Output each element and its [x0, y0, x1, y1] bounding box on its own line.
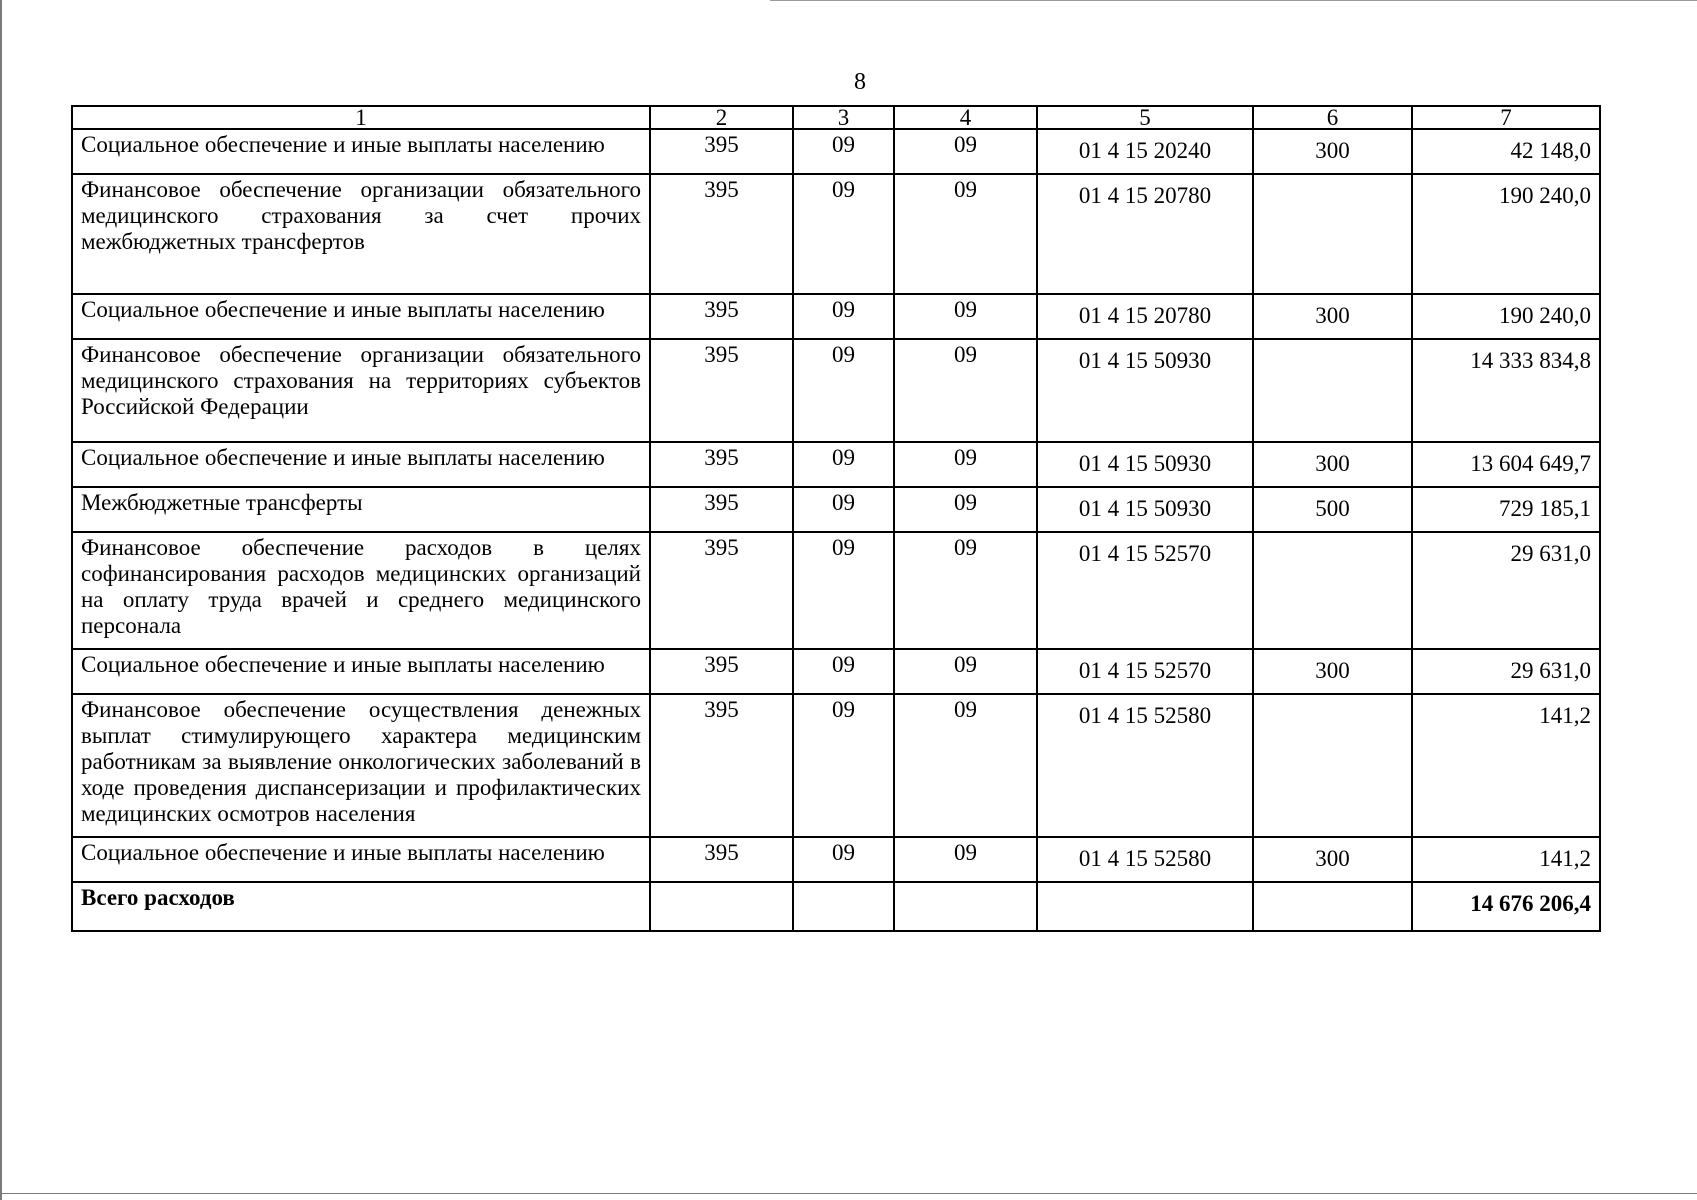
amount: 141,2 — [1412, 694, 1600, 837]
page-number: 8 — [854, 69, 866, 95]
table-row — [72, 837, 1600, 882]
expense-name: Социальное обеспечение и иные выплаты населению — [72, 649, 650, 694]
empty-cell — [650, 882, 793, 931]
table-row — [72, 487, 1600, 532]
expense-type-code: 300 — [1253, 837, 1412, 882]
empty-cell — [894, 882, 1037, 931]
column-header-1: 1 — [72, 106, 650, 129]
subsection-code: 09 — [894, 129, 1037, 174]
section-code: 09 — [793, 129, 894, 174]
section-code: 09 — [793, 339, 894, 442]
expense-name: Финансовое обеспечение осуществления денежных выплат стимулирующего характера медицинским работникам за выявление онкологических заболеваний в ходе проведения диспансеризации и профилактических медицинских осмотров населения — [72, 694, 650, 837]
scan-edge-top — [770, 0, 1697, 1]
section-code: 09 — [793, 694, 894, 837]
subsection-code: 09 — [894, 487, 1037, 532]
expense-type-code — [1253, 532, 1412, 649]
amount: 190 240,0 — [1412, 174, 1600, 294]
expense-type-code — [1253, 174, 1412, 294]
expense-type-code: 300 — [1253, 129, 1412, 174]
expense-name: Финансовое обеспечение организации обязательного медицинского страхования на территориях субъектов Российской Федерации — [72, 339, 650, 442]
section-code: 09 — [793, 294, 894, 339]
subsection-code: 09 — [894, 294, 1037, 339]
ministry-code: 395 — [650, 649, 793, 694]
target-item-code: 01 4 15 50930 — [1037, 442, 1253, 487]
column-number-row — [72, 106, 1600, 129]
target-item-code: 01 4 15 52580 — [1037, 837, 1253, 882]
section-code: 09 — [793, 442, 894, 487]
budget-expenditure-table — [71, 105, 1601, 932]
total-amount: 14 676 206,4 — [1412, 882, 1600, 931]
expense-name: Социальное обеспечение и иные выплаты населению — [72, 294, 650, 339]
expense-name: Социальное обеспечение и иные выплаты населению — [72, 837, 650, 882]
target-item-code: 01 4 15 20780 — [1037, 294, 1253, 339]
expense-type-code — [1253, 694, 1412, 837]
section-code: 09 — [793, 649, 894, 694]
total-row — [72, 882, 1600, 931]
empty-cell — [1253, 882, 1412, 931]
ministry-code: 395 — [650, 837, 793, 882]
column-header-6: 6 — [1253, 106, 1412, 129]
subsection-code: 09 — [894, 649, 1037, 694]
expense-type-code — [1253, 339, 1412, 442]
ministry-code: 395 — [650, 442, 793, 487]
table-row — [72, 532, 1600, 649]
table-row — [72, 442, 1600, 487]
ministry-code: 395 — [650, 487, 793, 532]
amount: 29 631,0 — [1412, 532, 1600, 649]
subsection-code: 09 — [894, 174, 1037, 294]
subsection-code: 09 — [894, 442, 1037, 487]
section-code: 09 — [793, 532, 894, 649]
ministry-code: 395 — [650, 129, 793, 174]
subsection-code: 09 — [894, 694, 1037, 837]
amount: 42 148,0 — [1412, 129, 1600, 174]
empty-cell — [793, 882, 894, 931]
column-header-3: 3 — [793, 106, 894, 129]
target-item-code: 01 4 15 52570 — [1037, 532, 1253, 649]
ministry-code: 395 — [650, 694, 793, 837]
column-header-7: 7 — [1412, 106, 1600, 129]
amount: 190 240,0 — [1412, 294, 1600, 339]
section-code: 09 — [793, 174, 894, 294]
amount: 14 333 834,8 — [1412, 339, 1600, 442]
target-item-code: 01 4 15 20780 — [1037, 174, 1253, 294]
table-row — [72, 339, 1600, 442]
expense-name: Социальное обеспечение и иные выплаты населению — [72, 442, 650, 487]
amount: 29 631,0 — [1412, 649, 1600, 694]
total-label: Всего расходов — [72, 882, 650, 931]
expense-type-code: 500 — [1253, 487, 1412, 532]
column-header-4: 4 — [894, 106, 1037, 129]
subsection-code: 09 — [894, 837, 1037, 882]
scan-edge-bottom — [0, 1193, 1697, 1194]
target-item-code: 01 4 15 52580 — [1037, 694, 1253, 837]
scan-edge-left — [0, 0, 2, 1200]
expense-type-code: 300 — [1253, 649, 1412, 694]
expense-name: Социальное обеспечение и иные выплаты населению — [72, 129, 650, 174]
ministry-code: 395 — [650, 174, 793, 294]
amount: 13 604 649,7 — [1412, 442, 1600, 487]
section-code: 09 — [793, 837, 894, 882]
table-row — [72, 649, 1600, 694]
expense-name: Финансовое обеспечение организации обязательного медицинского страхования за счет прочих межбюджетных трансфертов — [72, 174, 650, 294]
empty-cell — [1037, 882, 1253, 931]
amount: 141,2 — [1412, 837, 1600, 882]
table-row — [72, 174, 1600, 294]
column-header-5: 5 — [1037, 106, 1253, 129]
subsection-code: 09 — [894, 339, 1037, 442]
target-item-code: 01 4 15 50930 — [1037, 339, 1253, 442]
ministry-code: 395 — [650, 294, 793, 339]
target-item-code: 01 4 15 52570 — [1037, 649, 1253, 694]
column-header-2: 2 — [650, 106, 793, 129]
ministry-code: 395 — [650, 532, 793, 649]
table-row — [72, 694, 1600, 837]
expense-type-code: 300 — [1253, 294, 1412, 339]
table-row — [72, 294, 1600, 339]
section-code: 09 — [793, 487, 894, 532]
table-row — [72, 129, 1600, 174]
target-item-code: 01 4 15 20240 — [1037, 129, 1253, 174]
ministry-code: 395 — [650, 339, 793, 442]
amount: 729 185,1 — [1412, 487, 1600, 532]
expense-type-code: 300 — [1253, 442, 1412, 487]
expense-name: Межбюджетные трансферты — [72, 487, 650, 532]
expense-name: Финансовое обеспечение расходов в целях софинансирования расходов медицинских организаций на оплату труда врачей и среднего медицинского персонала — [72, 532, 650, 649]
target-item-code: 01 4 15 50930 — [1037, 487, 1253, 532]
subsection-code: 09 — [894, 532, 1037, 649]
